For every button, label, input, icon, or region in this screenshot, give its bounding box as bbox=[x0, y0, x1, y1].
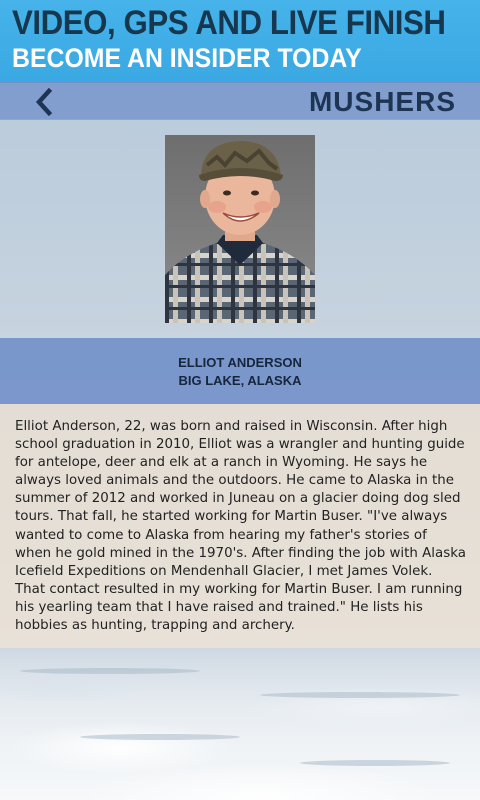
insider-promo-banner[interactable] bbox=[0, 0, 480, 82]
banner-subheadline: BECOME AN INSIDER TODAY bbox=[12, 43, 362, 73]
back-button[interactable] bbox=[24, 83, 64, 121]
snow-background bbox=[0, 648, 480, 800]
bio-text: Elliot Anderson, 22, was born and raised in Wisconsin. After high school graduation in 2010, Elliot was a wrangler and hunting guide for antelope, deer and elk at a ranch in Wyoming. He says he always loved animals and the outdoors. He came to Alaska in the summer of 2012 and worked in Juneau on a glacier doing dog sled tours. That fall, he started working for Martin Buser. "I've always wanted to come to Alaska from hearing my father's stories of when he gold mined in the 1970's. After finding the job with Alaska Icefield Expeditions on Mendenhall Glacier, I met James Volek. That contact resulted in my working for Martin Buser. I am running his yearling team that I have raised and trained." He lists his hobbies as hunting, trapping and archery. bbox=[15, 419, 466, 634]
musher-name: ELLIOT ANDERSON bbox=[178, 355, 302, 370]
musher-identity bbox=[0, 338, 480, 404]
musher-photo bbox=[165, 135, 315, 323]
page-title: MUSHERS bbox=[308, 86, 456, 117]
musher-bio bbox=[0, 404, 480, 648]
chevron-left-icon bbox=[35, 88, 53, 116]
banner-headline: VIDEO, GPS AND LIVE FINISH bbox=[12, 4, 446, 42]
musher-location: BIG LAKE, ALASKA bbox=[178, 373, 302, 388]
header-bar bbox=[0, 82, 480, 120]
